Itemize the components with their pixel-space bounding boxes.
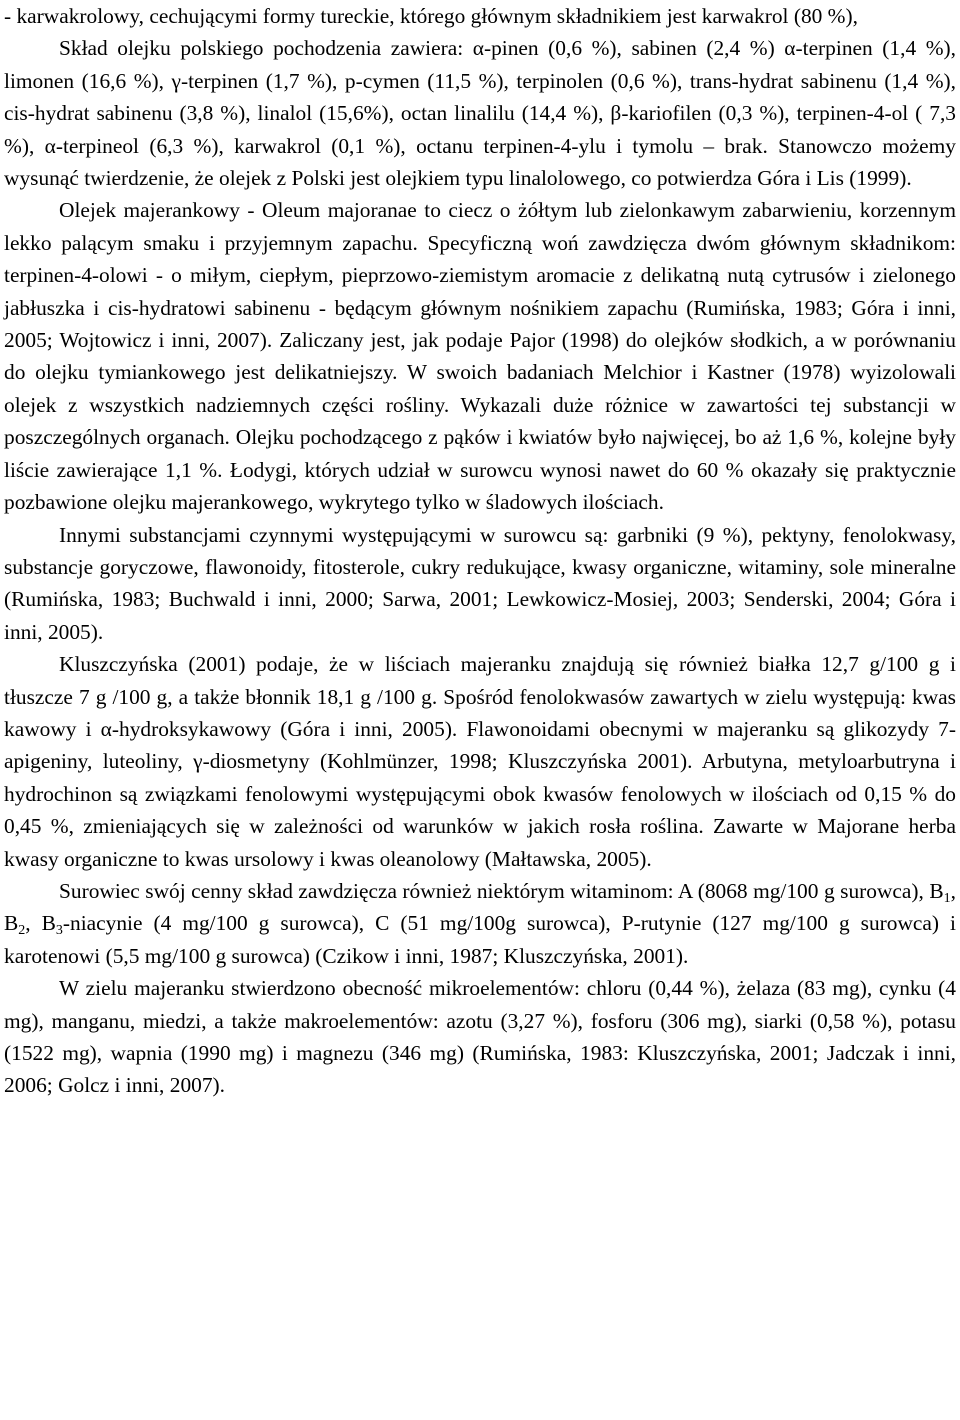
paragraph-p3: [4, 194, 956, 518]
text-run: Skład olejku polskiego pochodzenia zawiera: α-pinen (0,6 %), sabinen (2,4 %) α-terpinen (1,4 %), limonen (16,6 %), γ-terpinen (1,7 %), p-cymen (11,5 %), terpinolen (0,6 %), trans-hydrat sabinenu (1,4 %), cis-hydrat sabinenu (3,8 %), linalol (15,6%), octan linalilu (14,4 %), β-kariofilen (0,3 %), terpinen-4-ol ( 7,3 %), α-terpineol (6,3 %), karwakrol (0,1 %), octanu terpinen-4-ylu i tymolu – brak. Stanowczo możemy wysunąć twierdzenie, że olejek z Polski jest olejkiem typu linalolowego, co potwierdza Góra i Lis (1999).: [4, 36, 956, 191]
text-run: -niacynie (4 mg/100 g surowca), C (51 mg/100g surowca), P-rutynie (127 mg/100 g surowca) i karotenowi (5,5 mg/100 g surowca) (Czikow i inni, 1987; Kluszczyńska, 2001).: [4, 911, 956, 968]
paragraph-p6: [4, 875, 956, 972]
paragraph-p5: [4, 648, 956, 875]
subscript-text: 3: [55, 923, 63, 939]
paragraph-p1: [4, 0, 956, 32]
text-run: Olejek majerankowy - Oleum majoranae to ciecz o żółtym lub zielonkawym zabarwieniu, korzennym lekko palącym smaku i przyjemnym zapachu. Specyficzną woń zawdzięcza dwóm głównym składnikom: terpinen-4-olowi - o miłym, ciepłym, pieprzowo-ziemistym aromacie z delikatną nutą cytrusów i zielonego jabłuszka i cis-hydratowi sabinenu - będącym głównym nośnikiem zapachu (Rumińska, 1983; Góra i inni, 2005; Wojtowicz i inni, 2007). Zaliczany jest, jak podaje Pajor (1998) do olejków słodkich, a w porównaniu do olejku tymiankowego jest delikatniejszy. W swoich badaniach Melchior i Kastner (1978) wyizolowali olejek z wszystkich nadziemnych części rośliny. Wykazali duże różnice w zawartości tej substancji w poszczególnych organach. Olejku pochodzącego z pąków i kwiatów było najwięcej, bo aż 1,6 %, kolejne były liście zawierające 1,1 %. Łodygi, których udział w surowcu wynosi nawet do 60 % okazały się praktycznie pozbawione olejku majerankowego, wykrytego tylko w śladowych ilościach.: [4, 198, 956, 515]
paragraph-p7: [4, 972, 956, 1102]
document-body: [4, 0, 956, 1102]
text-run: Kluszczyńska (2001) podaje, że w liściach majeranku znajdują się również białka 12,7 g/100 g i tłuszcze 7 g /100 g, a także błonnik 18,1 g /100 g. Spośród fenolokwasów zawartych w zielu występują: kwas kawowy i α-hydroksykawowy (Góra i inni, 2005). Flawonoidami obecnymi w majeranku są glikozydy 7-apigeniny, luteoliny, γ-diosmetyny (Kohlmünzer, 1998; Kluszczyńska 2001). Arbutyna, metyloarbutryna i hydrochinon są związkami fenolowymi występującymi obok kwasów fenolowych w ilościach od 0,15 % do 0,45 %, zmieniających się w zależności od warunków w jakich rosła roślina. Zawarte w Majorane herba kwasy organiczne to kwas ursolowy i kwas oleanolowy (Małtawska, 2005).: [4, 652, 956, 871]
text-run: W zielu majeranku stwierdzono obecność mikroelementów: chloru (0,44 %), żelaza (83 mg), cynku (4 mg), manganu, miedzi, a także makroelementów: azotu (3,27 %), fosforu (306 mg), siarki (0,58 %), potasu (1522 mg), wapnia (1990 mg) i magnezu (346 mg) (Rumińska, 1983: Kluszczyńska, 2001; Jadczak i inni, 2006; Golcz i inni, 2007).: [4, 976, 956, 1098]
text-run: , B: [25, 911, 56, 936]
text-run: - karwakrolowy, cechującymi formy tureckie, którego głównym składnikiem jest karwakrol (80 %),: [4, 4, 858, 28]
paragraph-p2: [4, 32, 956, 194]
text-run: Innymi substancjami czynnymi występującymi w surowcu są: garbniki (9 %), pektyny, fenolokwasy, substancje goryczowe, flawonoidy, fitosterole, cukry redukujące, kwasy organiczne, witaminy, sole mineralne (Rumińska, 1983; Buchwald i inni, 2000; Sarwa, 2001; Lewkowicz-Mosiej, 2003; Senderski, 2004; Góra i inni, 2005).: [4, 522, 956, 644]
subscript-text: 2: [18, 923, 26, 939]
subscript-text: 1: [943, 890, 951, 906]
text-run: , B: [4, 878, 956, 936]
text-run: Surowiec swój cenny skład zawdzięcza również niektórym witaminom: A (8068 mg/100 g surowca), B: [59, 878, 944, 903]
paragraph-p4: [4, 519, 956, 649]
